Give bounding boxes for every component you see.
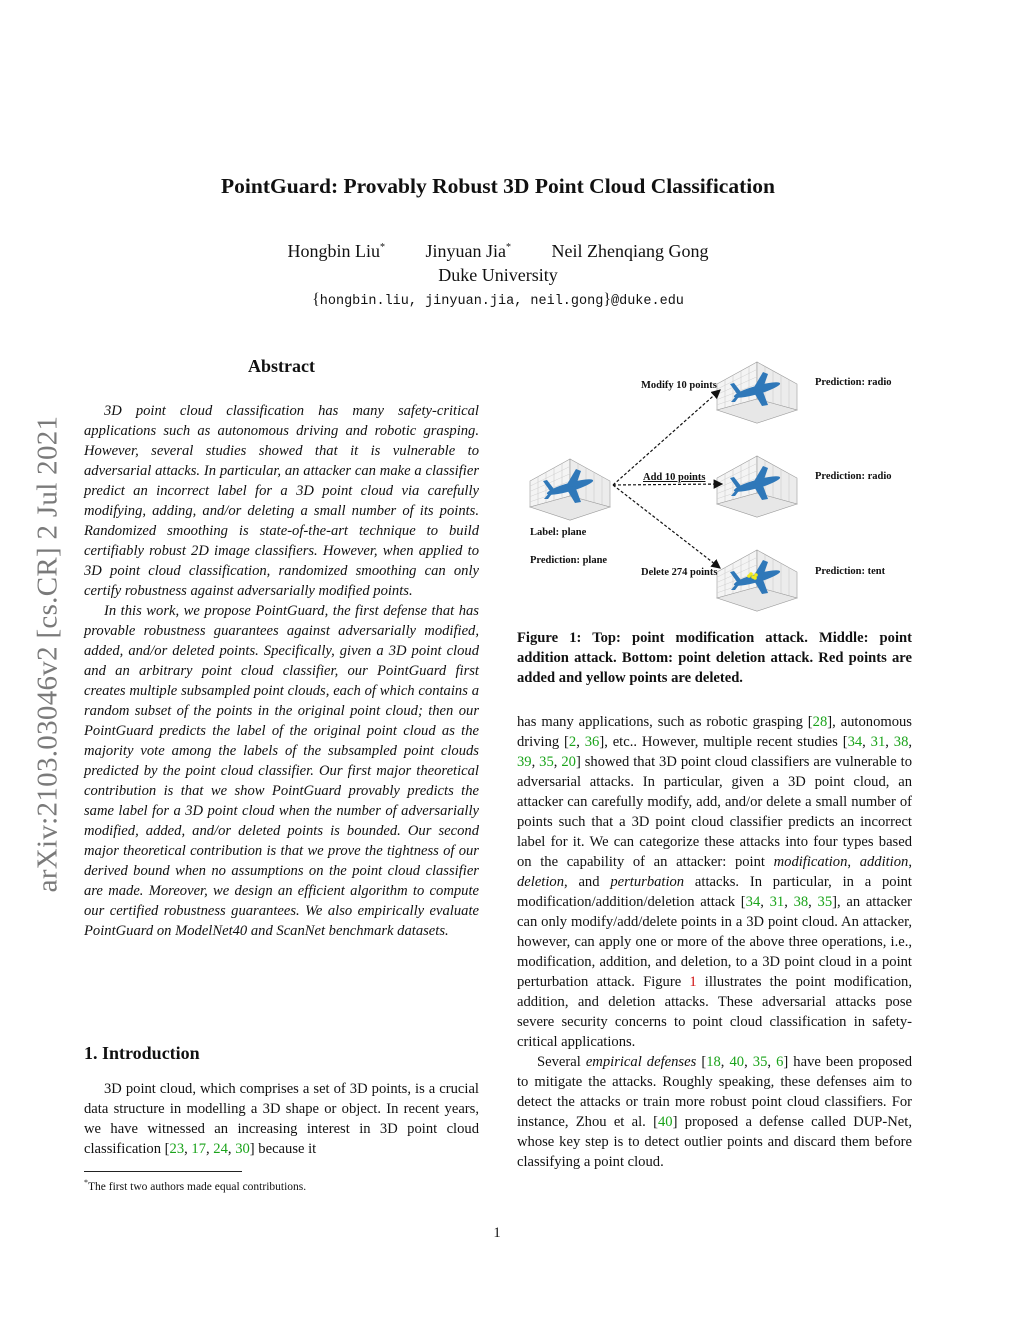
paper-title: PointGuard: Provably Robust 3D Point Cloud Classification: [221, 174, 775, 198]
modify-prediction: Prediction: radio: [815, 377, 892, 388]
citation-link[interactable]: 40: [729, 1054, 745, 1070]
citation-link[interactable]: 34: [847, 734, 863, 750]
add-prediction: Prediction: radio: [815, 471, 892, 482]
figure-reference-link[interactable]: 1: [689, 974, 697, 990]
citation-link[interactable]: 34: [745, 894, 761, 910]
figure-1: [517, 340, 912, 620]
citation-link[interactable]: 36: [584, 734, 600, 750]
citation-link[interactable]: 35: [817, 894, 833, 910]
original-prediction: Prediction: plane: [530, 555, 608, 566]
citation-link[interactable]: 35: [752, 1054, 768, 1070]
citation-link[interactable]: 20: [561, 754, 576, 770]
author-name: Hongbin Liu*: [287, 241, 386, 261]
citation-link[interactable]: 17: [191, 1141, 206, 1157]
deleted-point: [753, 576, 757, 580]
delete-prediction: Prediction: tent: [815, 566, 886, 577]
modify-label: Modify 10 points: [641, 380, 717, 391]
author-name: Jinyuan Jia*: [425, 241, 512, 261]
add-arrow: [613, 484, 722, 485]
intro-left-column: [84, 1079, 479, 1159]
intro-right-column: [517, 712, 912, 1172]
citation-link[interactable]: 35: [539, 754, 554, 770]
citation-link[interactable]: 28: [812, 714, 828, 730]
modify-arrow: [613, 390, 720, 485]
citation-link[interactable]: 2: [568, 734, 577, 750]
add-label: Add 10 points: [643, 472, 706, 483]
citation-link[interactable]: 39: [517, 754, 532, 770]
footnote: *The first two authors made equal contributions.: [84, 1178, 307, 1193]
abstract-paragraph: In this work, we propose PointGuard, the first defense that has provable robustness guarantees against adversarially modified, added, and/or deleted points. Specifically, given a 3D point cloud and an arbitrary point cloud classifier, our PointGuard first creates multiple subsampled point clouds, each of which contains a random subset of the points in the original point cloud; then our PointGuard predicts the label of the original point cloud as the majority vote among the labels of the subsampled point clouds predicted by the point cloud classifier. Our first major theoretical contribution is that we show PointGuard provably predicts the same label for a 3D point cloud when the number of adversarially modified, added, and/or deleted points is bounded. Our second major theoretical contribution is that we prove the tightness of our derived bound when no assumptions on the point cloud classifier are made. Moreover, we design an efficient algorithm to compute our certified robustness guarantees. We also empirically evaluate PointGuard on ModelNet40 and ScanNet benchmark datasets.: [84, 603, 479, 939]
author-list: [120, 241, 876, 262]
intro-paragraph: Several empirical defenses [18, 40, 35, 6] have been proposed to mitigate the attacks. Roughly speaking, these defenses aim to detect the attacks or train more robust point cloud classifiers. For instance, Zhou et al. [40] proposed a defense called DUP-Net, whose key step is to detect outlier points and discard them before classifying a point cloud.: [517, 1054, 913, 1170]
citation-link[interactable]: 23: [169, 1141, 185, 1157]
citation-link[interactable]: 31: [769, 894, 785, 910]
citation-link[interactable]: 40: [657, 1114, 673, 1130]
abstract-heading: Abstract: [248, 356, 315, 376]
abstract-body: [84, 401, 479, 941]
citation-link[interactable]: 38: [893, 734, 909, 750]
footnote-rule: [84, 1171, 242, 1172]
deleted-point: [747, 574, 751, 578]
citation-link[interactable]: 6: [776, 1054, 784, 1070]
citation-link[interactable]: 18: [706, 1054, 721, 1070]
intro-paragraph: 3D point cloud, which comprises a set of 3D points, is a crucial data structure in modelling a 3D shape or object. In recent years, we have witnessed an increasing interest in 3D point cloud classification [23, 17, 24, 30] because it: [84, 1081, 479, 1157]
delete-label: Delete 274 points: [641, 567, 718, 578]
page-number: 1: [493, 1225, 501, 1241]
section-heading: 1. Introduction: [84, 1043, 200, 1063]
true-label: Label: plane: [530, 527, 587, 538]
delete-arrow: [613, 485, 720, 568]
author-emails: {hongbin.liu, jinyuan.jia, neil.gong}@duke.edu: [312, 291, 684, 309]
citation-link[interactable]: 30: [235, 1141, 250, 1157]
intro-paragraph: has many applications, such as robotic grasping [28], autonomous driving [2, 36], etc.. However, multiple recent studies [34, 31, 38, 39, 35, 20] showed that 3D point cloud classifiers are vulnerable to adversarial attacks. In particular, given a 3D point cloud, an attacker can carefully modify, add, and/or delete a small number of points such that a 3D point cloud classifier predicts an incorrect label for it. We can categorize these attacks into four types based on the capability of an attacker: point modification, addition, deletion, and perturbation attacks. In particular, in a point modification/addition/deletion attack [34, 31, 38, 35], an attacker can only modify/add/delete points in a 3D point cloud. An attacker, however, can apply one or more of the above three operations, i.e., modification, addition, and deletion, to a 3D point cloud in a point perturbation attack. Figure 1 illustrates the point modification, addition, and deletion attacks. These adversarial attacks pose severe security concerns to point cloud classification in safety-critical applications.: [517, 714, 913, 1050]
citation-link[interactable]: 31: [870, 734, 886, 750]
citation-link[interactable]: 24: [213, 1141, 228, 1157]
citation-link[interactable]: 38: [793, 894, 809, 910]
author-name: Neil Zhenqiang Gong: [551, 241, 709, 261]
abstract-paragraph: 3D point cloud classification has many safety-critical applications such as autonomous driving and robotic grasping. However, several studies showed that it is vulnerable to adversarial attacks. In particular, an attacker can make a classifier predict an incorrect label for a 3D point cloud via carefully modifying, adding, and/or deleting a small number of its points. Randomized smoothing is state-of-the-art technique to build certifiably robust 2D image classifiers. However, when applied to 3D point cloud classification, randomized smoothing can only certify robustness against adversarially modified points.: [84, 403, 479, 599]
affiliation: Duke University: [438, 265, 558, 285]
figure-caption: Figure 1: Top: point modification attack. Middle: point addition attack. Bottom: point deletion attack. Red points are added and yellow points are deleted.: [517, 630, 912, 686]
arxiv-stamp: arXiv:2103.03046v2 [cs.CR] 2 Jul 2021: [31, 415, 64, 893]
